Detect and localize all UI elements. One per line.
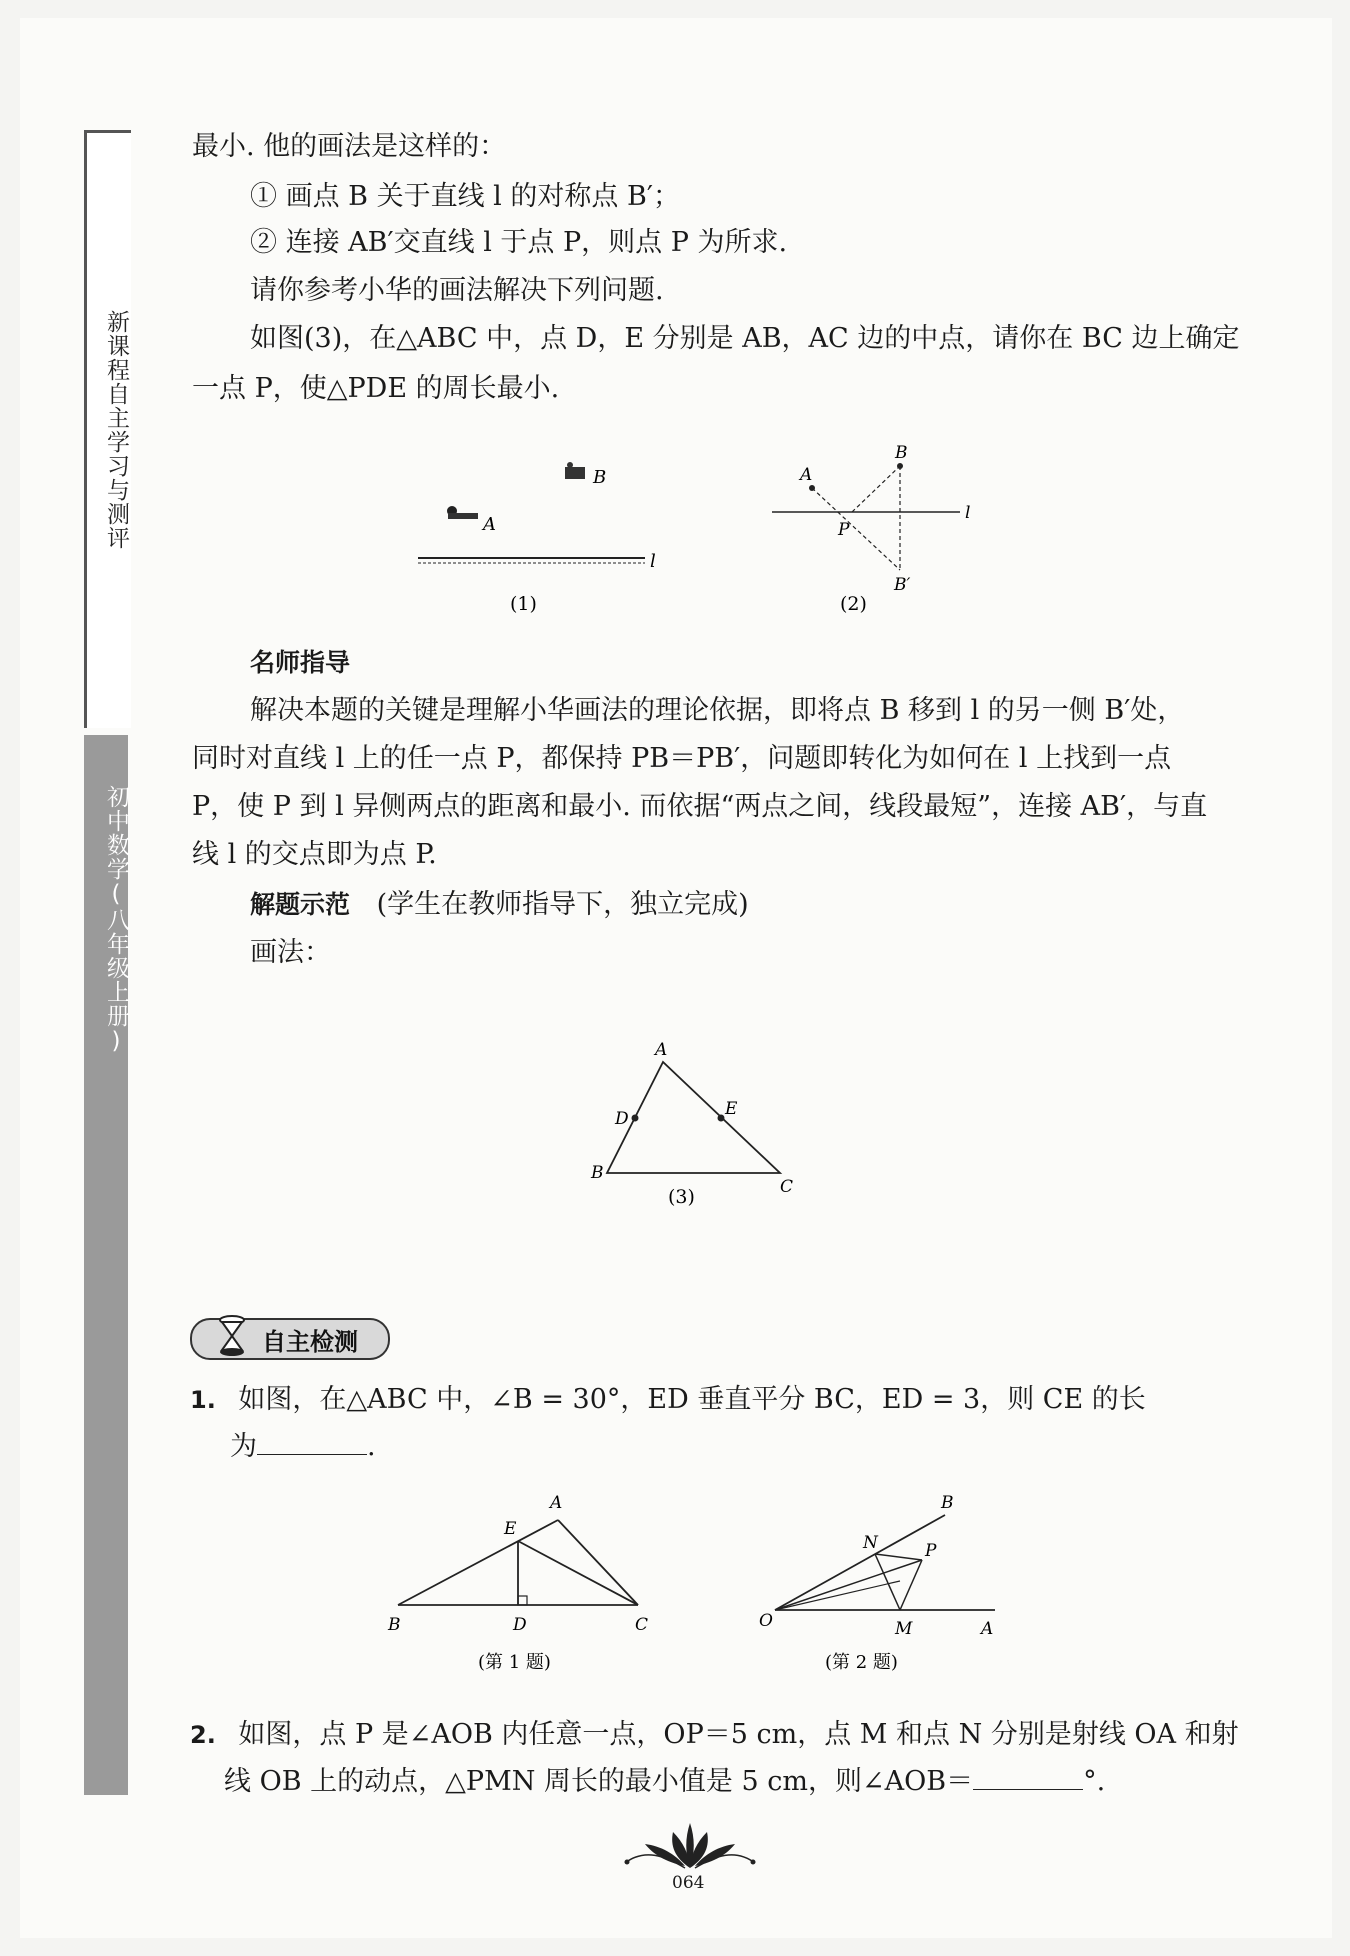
label-l: l [965,503,971,523]
label-o: O [759,1611,773,1631]
house-icon-b [565,462,585,479]
label-a: A [655,1040,668,1060]
figure-question-2 [755,1490,1015,1675]
sidebar-subject-label: 初中数学(八年级上册) [103,785,129,1055]
label-a: A [483,514,496,535]
figure-caption: (1) [510,593,537,615]
segment-ac [558,1520,638,1605]
section-title: 自主检测 [262,1328,358,1356]
question-text: 为 [230,1431,257,1462]
label-b: B [593,467,607,488]
intro-line: 请你参考小华的画法解决下列问题. [250,275,664,306]
question-1 [190,1383,1146,1417]
page-number: 064 [672,1873,705,1893]
segment-pm [900,1560,922,1610]
label-l: l [650,551,656,572]
answer-blank[interactable] [973,1765,1083,1790]
label-c: C [780,1177,794,1197]
label-e: E [725,1099,738,1119]
segment-aux [775,1581,900,1610]
solution-draw-label: 画法： [250,937,331,968]
house-icon-a [447,506,478,519]
leaf-ornament-icon [615,1818,765,1873]
question-text: . [367,1431,376,1462]
answer-blank[interactable] [257,1430,367,1455]
right-angle-mark [518,1596,527,1605]
question-2-cont [224,1765,1105,1799]
segment-ec [518,1541,638,1605]
label-p: P [925,1541,937,1561]
label-b: B [388,1615,401,1635]
segment-np [875,1554,922,1560]
section-badge [190,1318,390,1358]
intro-step-1: ① 画点 B 关于直线 l 的对称点 B′； [250,181,680,212]
label-e: E [504,1519,517,1539]
question-number: 2. [190,1721,216,1749]
label-a: A [981,1619,994,1639]
label-b: B [941,1493,954,1513]
figure-caption: (第 1 题) [478,1652,551,1673]
guidance-line: P，使 P 到 l 异侧两点的距离和最小. 而依据“两点之间，线段最短”，连接 AB′，与直 [192,791,1208,822]
question-text: 线 OB 上的动点，△PMN 周长的最小值是 5 cm，则∠AOB＝ [224,1766,974,1797]
point-a [809,485,815,491]
figure-1 [400,455,680,625]
point-e [718,1115,725,1122]
question-text: °. [1083,1766,1106,1797]
question-1-cont [230,1430,376,1464]
question-number: 1. [190,1386,216,1414]
label-p: P [838,520,850,540]
solution-note: (学生在教师指导下，独立完成) [376,889,749,920]
label-a: A [800,465,813,485]
solution-heading: 解题示范 [250,890,351,919]
segment-ba [398,1520,558,1605]
guidance-line: 解决本题的关键是理解小华画法的理论依据，即将点 B 移到 l 的另一侧 B′处， [250,695,1185,726]
question-text: 如图，在△ABC 中，∠B = 30°，ED 垂直平分 BC，ED = 3，则 CE 的长 [238,1384,1146,1415]
label-b-prime: B′ [894,575,911,595]
figure-3 [585,1040,805,1215]
question-2 [190,1718,1239,1752]
figure-caption: (3) [668,1186,695,1208]
sidebar-book-title: 新课程自主学习与测评 [103,310,129,550]
label-a: A [550,1493,563,1513]
label-d: D [513,1615,527,1635]
label-b: B [591,1163,604,1183]
figure-caption: (2) [840,593,867,615]
label-d: D [615,1109,629,1129]
intro-line: 最小. 他的画法是这样的： [192,131,507,162]
guidance-line: 同时对直线 l 上的任一点 P，都保持 PB＝PB′，问题即转化为如何在 l 上找到一点 [192,743,1172,774]
figure-caption: (第 2 题) [825,1652,898,1673]
guidance-heading: 名师指导 [250,648,351,677]
intro-step-2: ② 连接 AB′交直线 l 于点 P，则点 P 为所求. [250,227,788,258]
label-m: M [895,1619,913,1639]
label-c: C [635,1615,649,1635]
point-b [897,463,903,469]
guidance-line: 线 l 的交点即为点 P. [192,839,437,870]
label-b: B [895,443,908,463]
label-n: N [863,1533,878,1553]
question-text: 如图，点 P 是∠AOB 内任意一点，OP＝5 cm，点 M 和点 N 分别是射线 OA 和射 [238,1719,1239,1750]
point-d [632,1115,639,1122]
intro-problem: 如图(3)，在△ABC 中，点 D，E 分别是 AB，AC 边的中点，请你在 BC 边上确定 [250,323,1240,354]
ray-ob [775,1515,945,1610]
solution-row [250,888,749,922]
page [20,18,1332,1938]
intro-problem-cont: 一点 P，使△PDE 的周长最小. [192,373,560,404]
figure-question-1 [380,1490,660,1675]
figure-2 [770,440,990,625]
segment-op [775,1560,922,1610]
hourglass-icon [212,1312,252,1362]
